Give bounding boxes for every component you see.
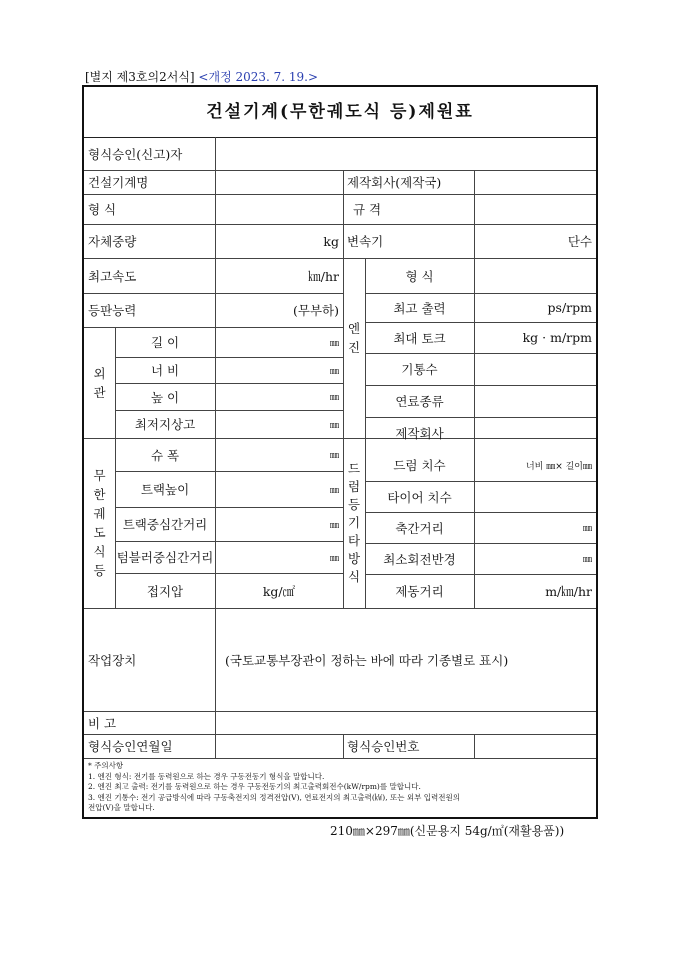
type-approval-applicant-label: 형식승인(신고)자 bbox=[88, 146, 183, 162]
max-speed-label: 최고속도 bbox=[88, 268, 137, 284]
note-item: 1. 엔진 형식: 전기를 동력원으로 하는 경우 구동전동기 형식을 말합니다. bbox=[88, 771, 325, 781]
engine-group-label: 엔 진 bbox=[347, 320, 361, 355]
weight-label: 자체중량 bbox=[88, 234, 137, 249]
cylinders-field[interactable] bbox=[474, 353, 596, 385]
notes-title: * 주의사항 bbox=[88, 761, 124, 770]
drum-group-label: 드 럼 등 기 타 방 식 bbox=[347, 461, 361, 584]
ground-clearance-unit: ㎜ bbox=[329, 420, 339, 431]
max-output-label: 최고 출력 bbox=[393, 300, 446, 316]
engine-maker-field[interactable] bbox=[474, 417, 596, 449]
spec-field[interactable] bbox=[474, 194, 596, 224]
form-header bbox=[85, 68, 318, 85]
notes-section bbox=[84, 759, 596, 816]
approval-number-field[interactable] bbox=[474, 734, 596, 758]
climbing-label: 등판능력 bbox=[88, 303, 137, 318]
transmission-unit: 단수 bbox=[567, 234, 592, 249]
track-center-label: 트랙중심간거리 bbox=[122, 517, 208, 532]
shoe-width-unit: ㎜ bbox=[329, 451, 339, 461]
wheelbase-unit: ㎜ bbox=[582, 524, 592, 534]
ground-pressure-label: 접지압 bbox=[146, 583, 184, 599]
fuel-type-field[interactable] bbox=[474, 385, 596, 417]
exterior-group-label: 외 관 bbox=[93, 365, 106, 400]
drum-size-unit: 너비 ㎜× 길이㎜ bbox=[525, 461, 592, 472]
max-torque-label: 최대 토크 bbox=[393, 330, 446, 346]
length-unit: ㎜ bbox=[329, 338, 339, 349]
track-center-unit: ㎜ bbox=[329, 520, 339, 531]
width-label: 너 비 bbox=[150, 363, 180, 378]
work-device-note: (국토교통부장관이 정하는 바에 따라 기종별로 표시) bbox=[225, 652, 509, 668]
track-height-unit: ㎜ bbox=[329, 485, 339, 496]
max-torque-unit: kg · m/rpm bbox=[522, 330, 592, 345]
max-output-unit: ps/rpm bbox=[547, 300, 592, 315]
height-label: 높 이 bbox=[150, 389, 180, 405]
engine-model-label: 형 식 bbox=[405, 268, 434, 284]
min-turning-radius-label: 최소회전반경 bbox=[383, 551, 456, 567]
remarks-label: 비 고 bbox=[88, 715, 117, 731]
work-device-label: 작업장치 bbox=[88, 652, 137, 668]
engine-maker-label: 제작회사 bbox=[395, 426, 444, 441]
approval-date-field[interactable] bbox=[215, 734, 343, 758]
climbing-unit: (무부하) bbox=[293, 303, 339, 318]
approval-number-label: 형식승인번호 bbox=[347, 739, 420, 754]
approval-date-label: 형식승인연월일 bbox=[88, 739, 173, 754]
note-item: 3. 엔진 기통수: 전기 공급방식에 따라 구동축전지의 정격전압(V), 연료전지의 최고출력(㎾), 또는 외부 입력전원의 bbox=[88, 792, 460, 802]
manufacturer-field[interactable] bbox=[474, 170, 596, 194]
tire-size-label: 타이어 치수 bbox=[387, 489, 452, 505]
braking-distance-label: 제동거리 bbox=[395, 584, 444, 599]
remarks-field[interactable] bbox=[215, 711, 596, 734]
min-turning-radius-unit: ㎜ bbox=[582, 555, 592, 565]
model-field[interactable] bbox=[215, 194, 343, 224]
form-title: 건설기계(무한궤도식 등)제원표 bbox=[84, 87, 596, 138]
spec-label: 규 격 bbox=[353, 202, 382, 217]
shoe-width-label: 슈 폭 bbox=[150, 447, 180, 463]
form-number: [별지 제3호의2서식] bbox=[85, 70, 195, 84]
ground-clearance-label: 최저지상고 bbox=[134, 417, 196, 432]
engine-model-field[interactable] bbox=[474, 258, 596, 293]
amendment-date: <개정 2023. 7. 19.> bbox=[198, 70, 319, 84]
paper-size-footer: 210㎜×297㎜(신문용지 54g/㎡(재활용품)) bbox=[330, 824, 565, 838]
manufacturer-label: 제작회사(제작국) bbox=[347, 175, 442, 190]
model-label: 형 식 bbox=[88, 202, 117, 217]
length-label: 길 이 bbox=[150, 335, 180, 350]
tumbler-center-label: 텀블러중심간거리 bbox=[116, 550, 214, 565]
cylinders-label: 기통수 bbox=[401, 362, 438, 377]
type-approval-applicant-field[interactable] bbox=[215, 137, 596, 170]
spec-table bbox=[82, 85, 598, 819]
braking-distance-unit: m/㎞/hr bbox=[545, 584, 592, 599]
wheelbase-label: 축간거리 bbox=[395, 520, 444, 536]
note-item: 전압(V)을 말합니다. bbox=[88, 803, 155, 812]
width-unit: ㎜ bbox=[329, 366, 339, 377]
tire-size-field[interactable] bbox=[474, 481, 596, 512]
track-height-label: 트랙높이 bbox=[140, 482, 190, 497]
fuel-type-label: 연료종류 bbox=[395, 394, 444, 409]
weight-unit: kg bbox=[323, 233, 339, 249]
machine-name-label: 건설기계명 bbox=[88, 175, 149, 190]
machine-name-field[interactable] bbox=[215, 170, 343, 194]
drum-size-label: 드럼 치수 bbox=[393, 458, 446, 473]
transmission-label: 변속기 bbox=[347, 234, 384, 249]
note-item: 2. 엔진 최고 출력: 전기를 동력원으로 하는 경우 구동전동기의 최고출력회전수(kW/rpm)를 말합니다. bbox=[88, 782, 421, 791]
height-unit: ㎜ bbox=[329, 393, 339, 403]
crawler-group-label: 무 한 궤 도 식 등 bbox=[93, 468, 106, 578]
tumbler-center-unit: ㎜ bbox=[329, 553, 339, 564]
max-speed-unit: ㎞/hr bbox=[308, 268, 339, 284]
ground-pressure-unit: kg/㎠ bbox=[262, 583, 296, 599]
